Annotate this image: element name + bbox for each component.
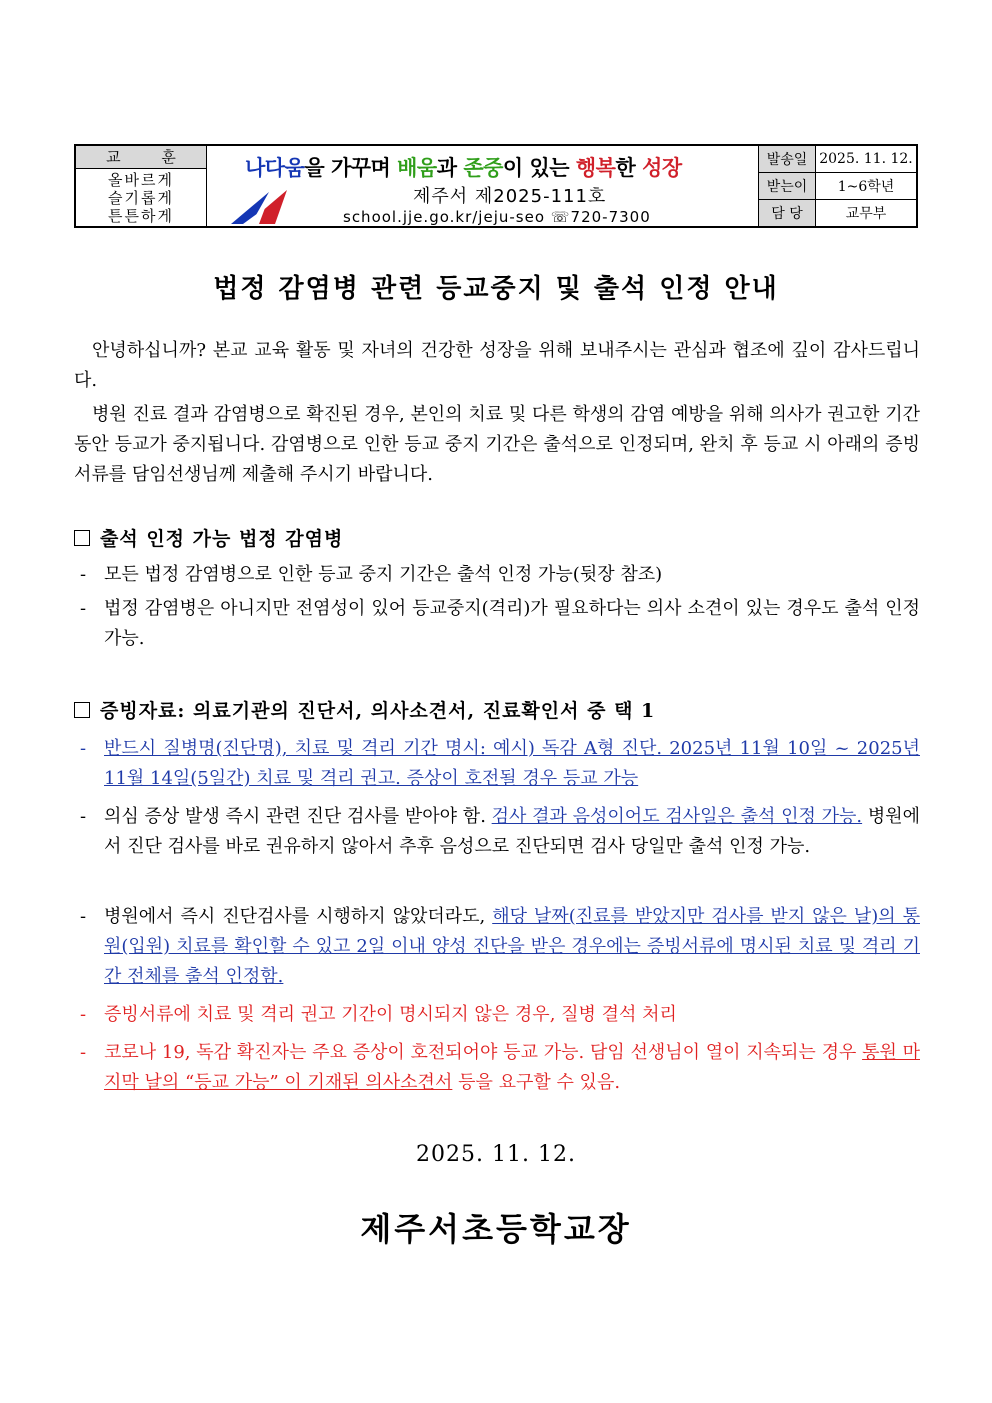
checkbox-square-icon: [74, 530, 90, 546]
intro-paragraph: 안녕하십니까? 본교 교육 활동 및 자녀의 건강한 성장을 위해 보내주시는 관심과 협조에 깊이 감사드립니다.: [74, 340, 920, 391]
slogan-part: 한: [615, 156, 643, 180]
list-item: - 반드시 질병명(진단명), 치료 및 격리 기간 명시: 예시) 독감 A형 진단. 2025년 11월 10일 ~ 2025년 11월 14일(5일간) 치료 및 격리 권고. 증상이 호전될 경우 등교 가능: [80, 738, 920, 789]
slogan-part: 나다움: [245, 156, 305, 180]
meta-row-department: [759, 200, 916, 226]
meta-key: 담 당: [759, 200, 816, 226]
document-title: 법정 감염병 관련 등교중지 및 출석 인정 안내: [213, 274, 779, 304]
meta-value: 교무부: [845, 206, 887, 222]
list-item-text: 병원에서 진단 검사를 바로 권유하지 않아서 추후 음성으로 진단되면 검사 당일만 출석 인정 가능.: [104, 806, 921, 857]
document-date: 2025. 11. 12.: [416, 1142, 576, 1167]
list-item-text: 통원 마지막 날의 “등교 가능” 이 기재된 의사소견서: [104, 1042, 920, 1093]
section-heading: [74, 524, 343, 551]
slogan-part: 을 가꾸며: [304, 156, 398, 180]
letterhead-center: [207, 146, 759, 226]
list-item-text: 등을 요구할 수 있음.: [452, 1072, 621, 1093]
list-item: - 코로나 19, 독감 확진자는 주요 증상이 호전되어야 등교 가능. 담임 선생님이 열이 지속되는 경우 통원 마지막 날의 “등교 가능” 이 기재된 의사소견서 등을 요구할 수 있음.: [80, 1042, 920, 1093]
list-item-text: 의심 증상 발생 즉시 관련 진단 검사를 받아야 함.: [104, 806, 492, 827]
list-item-text: 법정 감염병은 아니지만 전염성이 있어 등교중지(격리)가 필요하다는 의사 소견이 있는 경우도 출석 인정 가능.: [104, 598, 920, 649]
meta-row-recipient: [759, 173, 916, 200]
list-item-text: 병원에서 즉시 진단검사를 시행하지 않았더라도,: [104, 906, 493, 927]
slogan-part: 과: [436, 156, 464, 180]
school-slogan: [245, 152, 682, 182]
motto-line: 올바르게: [108, 170, 174, 189]
slogan-part: 존중: [463, 156, 503, 180]
motto-lines: [76, 169, 206, 226]
document-number: 제주서 제2025-111호: [413, 186, 607, 207]
intro-paragraph: 병원 진료 결과 감염병으로 확진된 경우, 본인의 치료 및 다른 학생의 감염 예방을 위해 의사가 권고한 기간 동안 등교가 중지됩니다. 감염병으로 인한 등교 중지 기간은 출석으로 인정되며, 완치 후 등교 시 아래의 증빙서류를 담임선생님께 제출해 주시기 바랍니다.: [74, 404, 920, 485]
slogan-part: 행복: [575, 156, 616, 180]
list-item: - 증빙서류에 치료 및 격리 권고 기간이 명시되지 않은 경우, 질병 결석 처리: [80, 1004, 677, 1025]
motto-line: 튼튼하게: [108, 206, 174, 225]
letterhead-meta: [759, 146, 916, 226]
list-item: - 법정 감염병은 아니지만 전염성이 있어 등교중지(격리)가 필요하다는 의사 소견이 있는 경우도 출석 인정 가능.: [80, 598, 920, 649]
slogan-part: 성장: [642, 156, 682, 180]
motto-title: 교 훈: [76, 146, 206, 169]
meta-key: 발송일: [759, 146, 816, 172]
list-item: - 의심 증상 발생 즉시 관련 진단 검사를 받아야 함. 검사 결과 음성이어도 검사일은 출석 인정 가능. 병원에서 진단 검사를 바로 권유하지 않아서 추후 음성으로 진단되면 검사 당일만 출석 인정 가능.: [80, 806, 921, 857]
meta-value: 1~6학년: [837, 179, 895, 195]
section-heading: [74, 696, 655, 723]
list-item-text: 해당 날짜(진료를 받았지만 검사를 받지 않은 날)의 통원(입원) 치료를 확인할 수 있고 2일 이내 양성 진단을 받은 경우에는 증빙서류에 명시된 치료 및 격리 기간 전체를 출석 인정함.: [104, 906, 920, 987]
meta-value: 2025. 11. 12.: [819, 151, 913, 167]
list-item-text: 반드시 질병명(진단명), 치료 및 격리 기간 명시: 예시) 독감 A형 진단. 2025년 11월 10일 ~ 2025년 11월 14일(5일간) 치료 및 격리 권고. 증상이 호전될 경우 등교 가능: [104, 738, 920, 789]
list-item-text: 검사 결과 음성이어도 검사일은 출석 인정 가능.: [491, 806, 863, 827]
motto-line: 슬기롭게: [108, 188, 174, 207]
meta-key: 받는이: [759, 173, 816, 199]
motto-cell: [76, 146, 207, 226]
list-item: - 모든 법정 감염병으로 인한 등교 중지 기간은 출석 인정 가능(뒷장 참조): [80, 564, 663, 585]
slogan-part: 이 있는: [502, 156, 576, 180]
list-item: - 병원에서 즉시 진단검사를 시행하지 않았더라도, 해당 날짜(진료를 받았지만 검사를 받지 않은 날)의 통원(입원) 치료를 확인할 수 있고 2일 이내 양성 진단을 받은 경우에는 증빙서류에 명시된 치료 및 격리 기간 전체를 출석 인정함.: [80, 906, 920, 987]
school-contact: school.jje.go.kr/jeju-seo ☏720-7300: [343, 208, 651, 226]
letterhead: [74, 144, 918, 228]
section-heading-text: 증빙자료: 의료기관의 진단서, 의사소견서, 진료확인서 중 택 1: [100, 700, 656, 722]
meta-row-send-date: [759, 146, 916, 173]
list-item-text: 증빙서류에 치료 및 격리 권고 기간이 명시되지 않은 경우, 질병 결석 처리: [104, 1004, 677, 1025]
checkbox-square-icon: [74, 702, 90, 718]
list-item-text: 모든 법정 감염병으로 인한 등교 중지 기간은 출석 인정 가능(뒷장 참조): [104, 564, 663, 585]
slogan-part: 배움: [397, 156, 437, 180]
list-item-text: 코로나 19, 독감 확진자는 주요 증상이 호전되어야 등교 가능. 담임 선생님이 열이 지속되는 경우: [104, 1042, 863, 1063]
principal-signature: 제주서초등학교장: [360, 1210, 632, 1248]
school-logo-icon: [229, 186, 291, 226]
section-heading-text: 출석 인정 가능 법정 감염병: [100, 528, 344, 550]
